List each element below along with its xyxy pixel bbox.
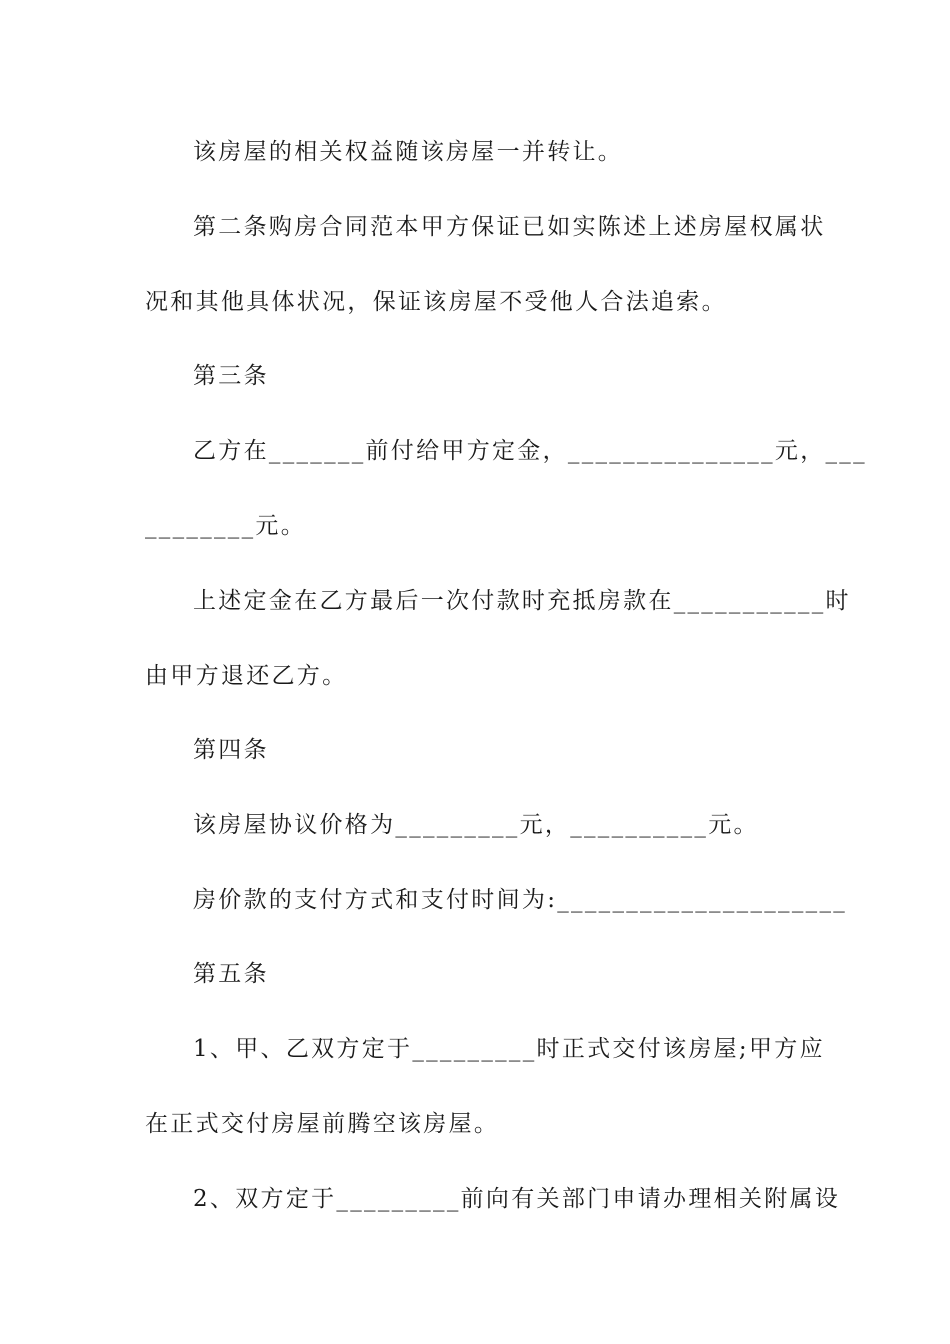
paragraph-deposit-offset-line-1: 上述定金在乙方最后一次付款时充抵房款在___________时 <box>193 588 851 614</box>
paragraph-deposit-line-2: ________元。 <box>145 513 306 539</box>
paragraph-article-2-line-1: 第二条购房合同范本甲方保证已如实陈述上述房屋权属状 <box>193 214 826 240</box>
paragraph-item-2-line-1: 2、双方定于_________前向有关部门申请办理相关附属设 <box>193 1186 841 1212</box>
paragraph-item-1-line-1: 1、甲、乙双方定于_________时正式交付该房屋;甲方应 <box>193 1036 825 1062</box>
paragraph-deposit-line-1: 乙方在_______前付给甲方定金，_______________元，___ <box>193 438 867 464</box>
heading-article-5: 第五条 <box>193 961 269 987</box>
paragraph-deposit-offset-line-2: 由甲方退还乙方。 <box>145 663 348 689</box>
paragraph-item-1-line-2: 在正式交付房屋前腾空该房屋。 <box>145 1111 500 1137</box>
paragraph-agreed-price: 该房屋协议价格为_________元，__________元。 <box>193 812 759 838</box>
paragraph-rights-transfer: 该房屋的相关权益随该房屋一并转让。 <box>193 139 624 165</box>
heading-article-3: 第三条 <box>193 363 269 389</box>
heading-article-4: 第四条 <box>193 737 269 763</box>
paragraph-payment-method: 房价款的支付方式和支付时间为:_____________________ <box>193 887 848 913</box>
paragraph-article-2-line-2: 况和其他具体状况，保证该房屋不受他人合法追索。 <box>145 289 727 315</box>
